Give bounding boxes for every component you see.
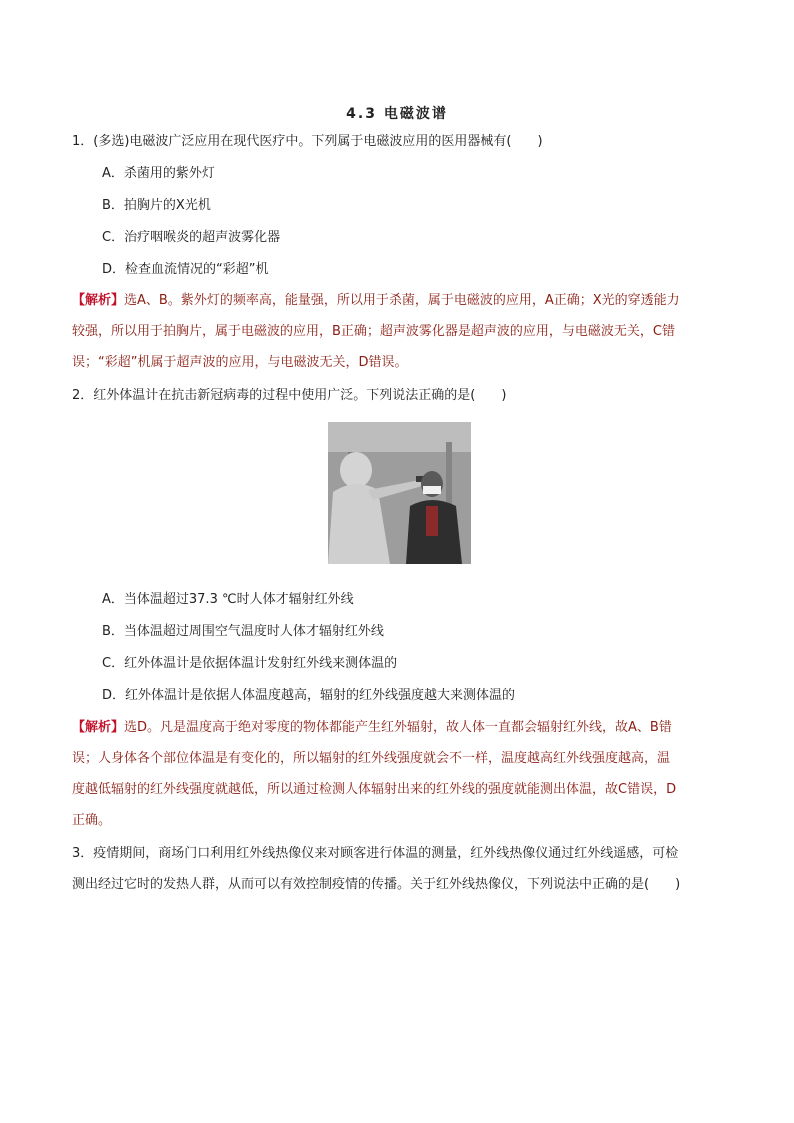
page-title: 4.3 电磁波谱 <box>346 106 448 122</box>
question-2-option-b: B．当体温超过周围空气温度时人体才辐射红外线 <box>102 624 384 639</box>
question-1-option-c: C．治疗咽喉炎的超声波雾化器 <box>102 230 281 245</box>
analysis-tag: 【解析】 <box>72 293 125 308</box>
question-2-option-d: D．红外体温计是依据人体温度越高，辐射的红外线强度越大来测体温的 <box>102 688 516 703</box>
question-2-analysis-line-4: 正确。 <box>72 813 112 828</box>
question-1-option-b: B．拍胸片的X光机 <box>102 198 211 213</box>
question-1-option-a: A．杀菌用的紫外灯 <box>102 166 215 181</box>
photo-illustration <box>328 422 471 564</box>
temperature-check-photo <box>328 422 471 564</box>
question-2-option-a: A．当体温超过37.3 ℃时人体才辐射红外线 <box>102 592 354 607</box>
question-1-option-d: D．检查血流情况的“彩超”机 <box>102 262 269 277</box>
question-1-stem: 1．(多选)电磁波广泛应用在现代医疗中。下列属于电磁波应用的医用器械有( ) <box>72 134 543 149</box>
question-3-line-1: 3．疫情期间，商场门口利用红外线热像仪来对顾客进行体温的测量，红外线热像仪通过红外线遥感，可检 <box>72 846 679 861</box>
question-2-stem: 2．红外体温计在抗击新冠病毒的过程中使用广泛。下列说法正确的是( ) <box>72 388 507 403</box>
question-1-analysis-line-2: 较强，所以用于拍胸片，属于电磁波的应用，B正确；超声波雾化器是超声波的应用，与电磁波无关，C错 <box>72 324 675 339</box>
question-2-option-c: C．红外体温计是依据体温计发射红外线来测体温的 <box>102 656 398 671</box>
question-1-analysis-line-1: 【解析】选A、B。紫外灯的频率高，能量强，所以用于杀菌，属于电磁波的应用，A正确；X光的穿透能力 <box>72 293 680 308</box>
question-1-analysis-line-3: 误；“彩超”机属于超声波的应用，与电磁波无关，D错误。 <box>72 355 408 370</box>
question-3-line-2: 测出经过它时的发热人群，从而可以有效控制疫情的传播。关于红外线热像仪，下列说法中正确的是( ) <box>72 877 681 892</box>
analysis-tag: 【解析】 <box>72 720 125 735</box>
question-2-analysis-line-1: 【解析】选D。凡是温度高于绝对零度的物体都能产生红外辐射，故人体一直都会辐射红外线，故A、B错 <box>72 720 672 735</box>
question-2-analysis-line-2: 误；人身体各个部位体温是有变化的，所以辐射的红外线强度就会不一样，温度越高红外线强度越高，温 <box>72 751 671 766</box>
question-2-analysis-line-3: 度越低辐射的红外线强度就越低，所以通过检测人体辐射出来的红外线的强度就能测出体温，故C错误，D <box>72 782 677 797</box>
